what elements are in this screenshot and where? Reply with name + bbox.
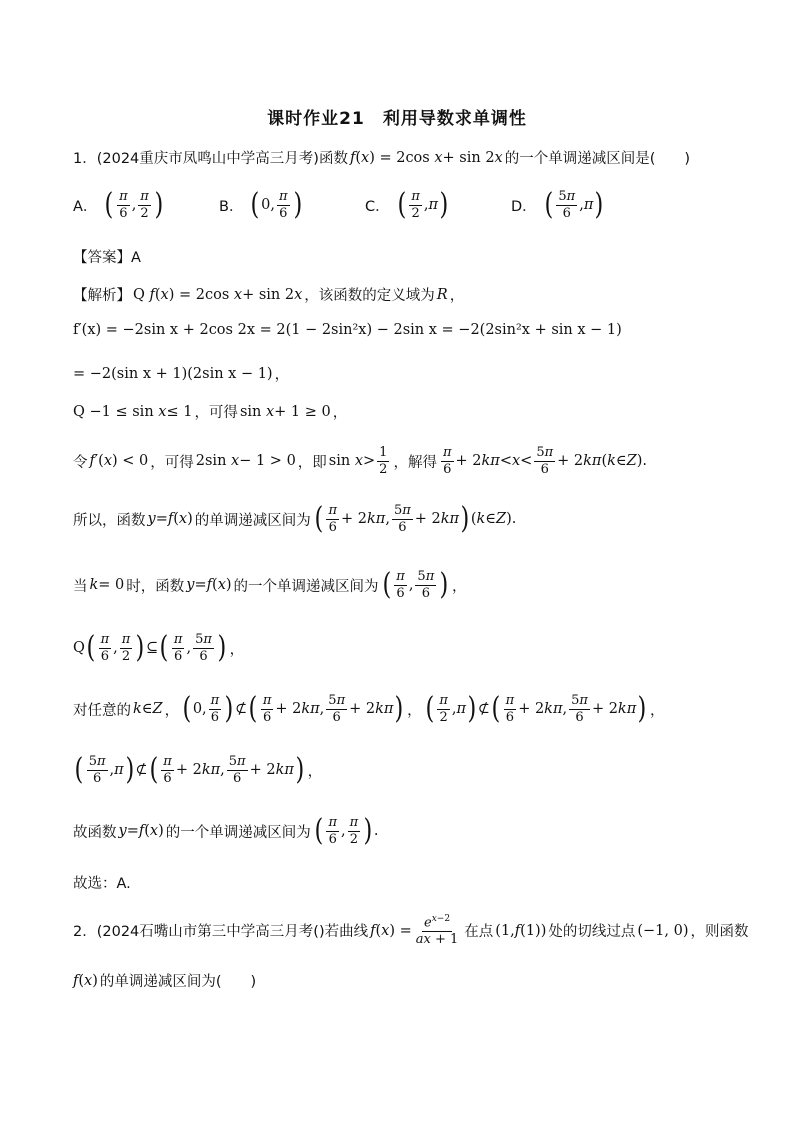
- analysis-l8-math: Q ( $\frac{\pi}{6}$ , $\frac{\pi}{2}$ ) ⊆ ( $\frac{\pi}{6}$ , $\frac{5\pi}{6}$ ): [73, 630, 227, 666]
- analysis-line-2: f′(x) = −2sin x + 2cos 2x = 2(1 − 2sin²x) − 2sin x = −2(2sin²x + sin x − 1): [73, 322, 622, 338]
- analysis-line-3: = −2(sin x + 1)(2sin x − 1) ，: [73, 365, 290, 383]
- analysis-line-4: Q −1 ≤ sin x ≤ 1 ，可得 sin x + 1 ≥ 0 ，: [73, 401, 754, 422]
- analysis-line-1: 【解析】 Q f ( x ) = 2cos x + sin 2 x ，该函数的定义域为 R ，: [73, 284, 754, 305]
- option-b-value: ( 0, $\frac{\pi}{6}$ ): [250, 187, 302, 223]
- q1-stem-prefix: 1．(2024重庆市凤鸣山中学高三月考)函数: [73, 151, 348, 167]
- analysis-l10-math: ( $\frac{5\pi}{6}$ , π ) ⊄ ( $\frac{\pi}{6}$ + 2 kπ , $\frac{5\pi}{6}$ + 2 kπ ): [74, 752, 305, 788]
- analysis-line-9: 对任意的 k ∈ Z ， ( 0, $\frac{\pi}{6}$ ) ⊄ ( $\frac{\pi}{6}$ + 2 kπ , $\frac{5\pi}{6}$ + 2 kπ ) ， ( $\frac{\pi}{2}$ , π ) ⊄ ( $\frac{\pi}{6}$ + 2 kπ , $\frac{5\pi}{6}$ + 2 kπ ) ，: [73, 691, 665, 727]
- analysis-l7-math3: ( $\frac{\pi}{6}$ , $\frac{5\pi}{6}$ ): [382, 567, 449, 603]
- analysis-l7-text3: 的一个单调递减区间为: [233, 578, 379, 595]
- analysis-l7-math2: y = f ( x ): [186, 577, 232, 594]
- analysis-l5-text2: ，可得: [150, 454, 194, 471]
- analysis-l4-text: ，可得: [194, 405, 238, 421]
- analysis-l3-math: = −2(sin x + 1)(2sin x − 1): [73, 365, 273, 382]
- q1-options: [73, 187, 773, 223]
- option-c-label: C．: [365, 198, 390, 215]
- analysis-l6-text2: 的单调递减区间为: [194, 512, 311, 529]
- analysis-l5-text3: ，即: [297, 454, 327, 471]
- analysis-l11-text2: 的一个单调递减区间为: [165, 824, 311, 841]
- analysis-l4-math2: sin x + 1 ≥ 0: [239, 403, 331, 420]
- option-b[interactable]: [219, 187, 365, 223]
- q2-l2-func: f ( x ): [73, 972, 98, 989]
- analysis-l5-math3: sin x > $\frac{1}{2}$: [328, 445, 388, 477]
- q2-l2-suffix: 的单调递减区间为( ): [99, 974, 257, 990]
- option-a-value: ( $\frac{\pi}{6}$ , $\frac{\pi}{2}$ ): [104, 187, 164, 223]
- option-d-value: ( $\frac{5\pi}{6}$ , π ): [544, 187, 604, 223]
- analysis-l7-text2: 时，函数: [126, 578, 185, 595]
- analysis-l9-text: 对任意的: [73, 702, 131, 719]
- analysis-l9-math1: k ∈ Z: [133, 701, 163, 718]
- analysis-l6-text1: 所以，函数: [73, 512, 146, 529]
- analysis-l1-text: ，该函数的定义域为: [304, 288, 435, 304]
- option-c-value: ( $\frac{\pi}{2}$ , π ): [397, 187, 449, 223]
- analysis-l11-math1: y = f ( x ): [118, 823, 164, 840]
- analysis-l7-text1: 当: [73, 578, 88, 595]
- analysis-l11-text1: 故函数: [73, 824, 117, 841]
- analysis-l6-math2: ( $\frac{\pi}{6}$ + 2 kπ , $\frac{5\pi}{6}$ + 2 kπ ) ( k ∈ Z ).: [314, 501, 517, 537]
- q2-stem-mid1: 在点: [464, 924, 494, 941]
- analysis-l6-math1: y = f ( x ): [147, 511, 193, 528]
- q2-stem-prefix: 2．(2024石嘴山市第三中学高三月考()若曲线: [73, 924, 369, 941]
- option-d[interactable]: [511, 187, 657, 223]
- analysis-l9-math2: ( 0, $\frac{\pi}{6}$ ) ⊄ ( $\frac{\pi}{6}$ + 2 kπ , $\frac{5\pi}{6}$ + 2 kπ ): [182, 691, 404, 727]
- analysis-l5-math1: f ′( x ) < 0: [89, 453, 149, 470]
- analysis-l4-math1: Q −1 ≤ sin x ≤ 1: [73, 403, 193, 420]
- analysis-l11-math2: ( $\frac{\pi}{6}$ , $\frac{\pi}{2}$ ) .: [314, 813, 379, 849]
- q1-answer: 【答案】A: [73, 250, 141, 266]
- analysis-l7-math1: k = 0: [89, 577, 125, 594]
- analysis-l5-text4: ，解得: [393, 454, 437, 471]
- question-2-stem-line-2: [73, 970, 754, 991]
- q2-stem-mid3: ，则函数: [690, 924, 749, 941]
- analysis-line-7: 当 k = 0 时，函数 y = f ( x ) 的一个单调递减区间为 ( $\frac{\pi}{6}$ , $\frac{5\pi}{6}$ ) ，: [73, 567, 467, 603]
- analysis-line-5: [73, 446, 754, 476]
- analysis-l5-math4: $\frac{\pi}{6}$ + 2 kπ < x < $\frac{5\pi}{6}$ + 2 kπ ( k ∈ Z ).: [442, 445, 648, 477]
- q2-tangent-point: (−1, 0): [637, 922, 689, 939]
- q2-function: f ( x ) = $\frac{e^{x-2}}{ax + 1}$: [370, 914, 459, 947]
- analysis-line-10: ( $\frac{5\pi}{6}$ , π ) ⊄ ( $\frac{\pi}{6}$ + 2 kπ , $\frac{5\pi}{6}$ + 2 kπ ) ，: [74, 752, 323, 788]
- q1-stem-suffix: 的一个单调递减区间是( ): [504, 151, 691, 167]
- q1-conclusion: 故选：A.: [73, 876, 131, 892]
- analysis-line-11: [73, 813, 754, 849]
- q2-point: (1, f (1)): [495, 922, 547, 939]
- question-1-stem: [73, 147, 754, 168]
- analysis-l1-math: Q f ( x ) = 2cos x + sin 2 x: [133, 286, 303, 303]
- question-2-stem-line-1: [73, 915, 754, 947]
- option-b-label: B．: [219, 198, 244, 215]
- analysis-l5-math2: 2sin x − 1 > 0: [195, 453, 296, 470]
- q2-stem-mid2: 处的切线过点: [548, 924, 636, 941]
- analysis-l1-domain: R: [436, 286, 448, 303]
- option-d-label: D．: [511, 198, 537, 215]
- option-a-label: A．: [73, 198, 98, 215]
- analysis-head: 【解析】: [73, 288, 131, 304]
- page-title: 课时作业21 利用导数求单调性: [267, 109, 527, 129]
- analysis-l5-text1: 令: [73, 454, 88, 471]
- option-c[interactable]: [365, 187, 511, 223]
- analysis-line-8: Q ( $\frac{\pi}{6}$ , $\frac{\pi}{2}$ ) ⊆ ( $\frac{\pi}{6}$ , $\frac{5\pi}{6}$ ) ，: [73, 630, 245, 666]
- analysis-line-6: [73, 501, 754, 537]
- q1-function: f ( x ) = 2cos x + sin 2 x: [349, 149, 503, 166]
- analysis-l9-math3: ( $\frac{\pi}{2}$ , π ) ⊄ ( $\frac{\pi}{6}$ + 2 kπ , $\frac{5\pi}{6}$ + 2 kπ ): [425, 691, 647, 727]
- option-a[interactable]: [73, 187, 219, 223]
